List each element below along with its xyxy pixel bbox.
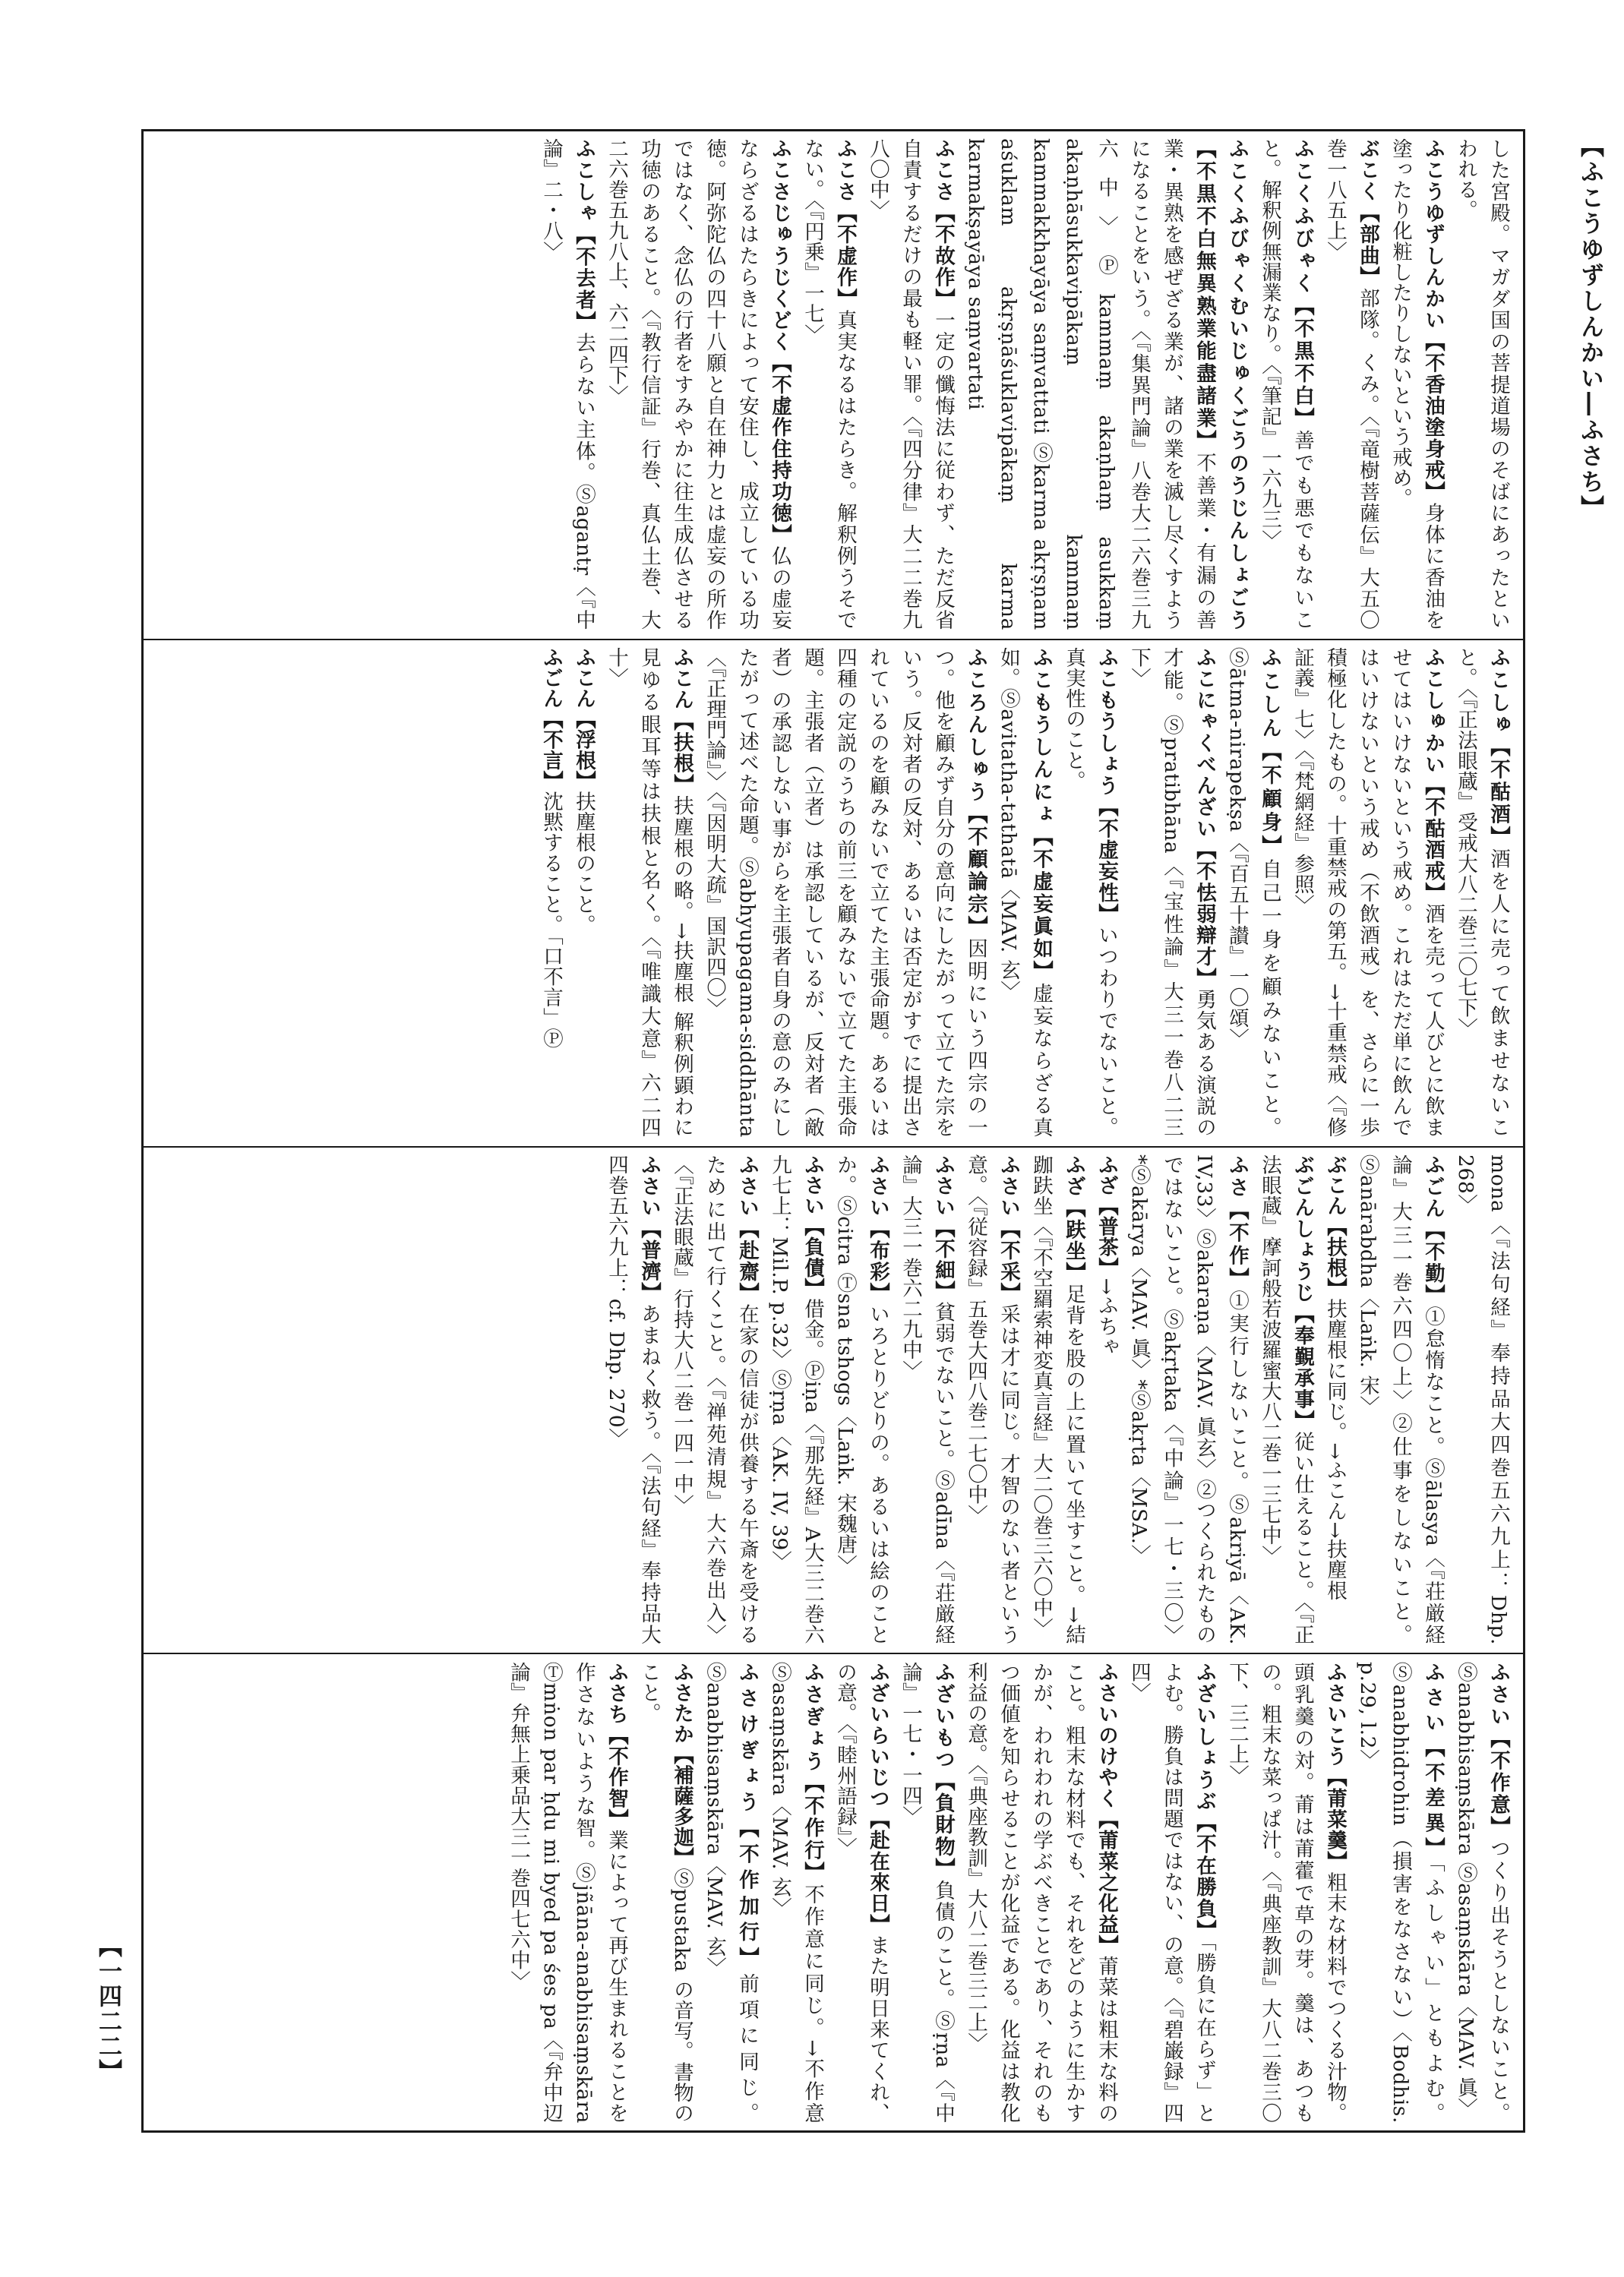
entry-definition: 自己一身を顧みないこと。Ⓢātma-nirapekṣa〈『百五十讃』一〇頌〉 — [1225, 647, 1281, 1138]
entry-headword: ふさいこう【莆菜羹】 — [1323, 1662, 1347, 1872]
entry-definition: 一定の懺悔法に従わず、ただ反省自責するだけの最も軽い罪。〈『四分律』大二二巻九八〇中〉 — [866, 138, 955, 630]
entry-definition: また明日来てくれ、の意。〈『睦州語録』〉 — [833, 1662, 889, 2124]
entry-definition: 善でも悪でもないこと。解釈例無漏業なり。〈『筆記』一六九三〉 — [1258, 138, 1314, 630]
entry-definition: 部隊。くみ。〈『竜樹菩薩伝』大五〇巻一八五上〉 — [1323, 138, 1379, 630]
dictionary-entry — [899, 1662, 955, 2124]
dictionary-entry — [1323, 138, 1379, 630]
entry-definition: mona〈『法句経』奉持品大四巻五六九上：Dhp. 268〉 — [1454, 1154, 1510, 1645]
tier-1 — [152, 138, 1515, 630]
dictionary-entry — [964, 1662, 1118, 2124]
entry-headword: ぶごんしょうじ【奉覲承事】 — [1291, 1154, 1314, 1432]
entry-headword: ふさい【不細】 — [931, 1154, 955, 1303]
entry-headword: ふさい【不差異】 — [1421, 1662, 1445, 1863]
entry-headword: ふこしゅ【不酤酒】 — [1487, 647, 1510, 849]
entry-headword: ふこもうしんにょ【不虚妄眞如】 — [1029, 647, 1053, 984]
dictionary-entry — [1225, 647, 1281, 1138]
entry-definition: 業によって再び生まれることを作さないような智。Ⓢjñāna-anabhisaṃskāra Ⓣmṅon par ḥdu mi byed pa śes pa〈『弁中辺論』弁無上乗品大三一巻四七六中〉 — [507, 1662, 628, 2124]
dictionary-entry — [768, 1154, 824, 1645]
entry-definition: 酒を人に売って飲ませないこと。〈『正法眼蔵』受戒大八二巻三〇七下〉 — [1454, 647, 1510, 1138]
entry-definition: 従い仕えること。〈『正法眼蔵』摩訶般若波羅蜜大八二巻一三七中〉 — [1258, 1154, 1314, 1645]
entry-definition: ①実行しないこと。Ⓢakriyā〈AK. IV,33〉Ⓢakaraṇa〈MAV. 眞玄〉②つくられたものではないこと。Ⓢakṛtaka〈『中論』一七・三〇〉*Ⓢakārya〈MAV. 眞〉*Ⓢakṛta〈MSA.〉 — [1127, 1154, 1249, 1645]
running-head: 【ふこうゆずしんかい―ふさち】 — [1576, 134, 1603, 521]
entry-definition: 因明にいう四宗の一つ。他を顧みず自分の意向にしたがって立てた宗をいう。反対者の反対、あるいは否定がすでに提出されているのを顧みないで立てた主張命題。あるいは四種の定説のうちの前三を顧みないで立てた主張命題。主張者（立者）は承認しているが、反対者（敵者）の承認しない事がらを主張者自身の意のみにしたがって述べた命題。Ⓢabhyupagama-siddhānta〈『正理門論』〉〈『因明大疏』国訳四〇〉 — [703, 647, 987, 1138]
entry-headword: ふさ【不作】 — [1225, 1154, 1249, 1290]
entry-headword: ふこしゃ【不去者】 — [572, 138, 596, 333]
dictionary-entry — [1225, 1662, 1347, 2124]
entry-headword: ふこにゃくべんざい【不怯弱辯才】 — [1193, 647, 1216, 990]
entry-headword: ふさい【負債】 — [801, 1154, 824, 1299]
entry-definition: 勇気ある演説の才能。Ⓢpratibhāna〈『宝性論』大三一巻八二三下〉 — [1127, 647, 1216, 1138]
dictionary-entry — [1454, 1154, 1510, 1645]
entry-definition: 不善業・有漏の善業・異熟を感ぜざる業が、諸の業を滅し尽くすようになることをいう。〈『集異門論』八巻大二六巻三九六中〉Ⓟkammaṃ akaṇhaṃ asukkaṃ akaṇhāsukkavipākaṃ kammaṃ kammakkhayāya saṃvattati Ⓢkarma akṛṣṇam aśuklam akṛṣṇāśuklavipākaṃ karma karmakṣayāya saṃvartati — [964, 138, 1216, 630]
entry-headword: ふざいもつ【負財物】 — [931, 1662, 955, 1880]
entry-definition: 在家の信徒が供養する午斎を受けるために出て行くこと。〈『禅苑清規』大六巻出入〉〈『正法眼蔵』行持大八二巻一四一中〉 — [670, 1154, 759, 1645]
entry-headword: ふごん【不勤】 — [1421, 1154, 1445, 1306]
dictionary-entry — [637, 1662, 694, 2124]
entry-headword: ふさぎょう【不作行】 — [801, 1662, 824, 1884]
entry-definition: 足背を股の上に置いて坐すこと。→結跏趺坐〈『不空羂索神変真言経』大二〇巻三六〇中〉 — [1029, 1154, 1085, 1645]
entry-headword: ふさいのけやく【莆菜之化益】 — [1095, 1662, 1118, 1956]
entry-headword: ふごん【不言】 — [539, 647, 563, 791]
entry-definition: 虚妄ならざる真如。Ⓢavitatha-tathatā〈MAV. 玄〉 — [997, 647, 1053, 1138]
entry-headword: ふこさ【不虚作】 — [833, 138, 857, 310]
tier-divider — [141, 639, 1525, 640]
entry-definition: 酒を売って人びとに飲ませてはいけないという戒め。これはただ単に飲んではいけないという戒め（不飲酒戒）を、さらに一歩積極化したもの。十重禁戒の第五。→十重禁戒〈『修証義』七〉〈『梵網経』参照〉 — [1291, 647, 1445, 1138]
dictionary-entry — [833, 1662, 889, 2124]
dictionary-entry — [507, 1662, 628, 2124]
dictionary-entry — [1258, 1154, 1314, 1645]
dictionary-entry — [1454, 138, 1510, 630]
entry-headword: ぶこん【扶根】 — [1323, 1154, 1347, 1299]
dictionary-entry — [1356, 1662, 1445, 2124]
entry-definition: 扶塵根に同じ。→ふこん→扶塵根 — [1323, 1298, 1347, 1601]
entry-definition: 莆菜は粗末な料のこと。粗末な材料でも、それをどのように生かすかが、われわれの学ぶべきことであり、それのもつ価値を知らせることが化益である。化益は教化利益の意。〈『典座教訓』大八二巻三二上〉 — [964, 1662, 1118, 2124]
dictionary-entry — [539, 138, 596, 630]
dictionary-entry — [605, 647, 694, 1138]
entry-headword: ふこしゅかい【不酤酒戒】 — [1421, 647, 1445, 904]
dictionary-entry — [964, 138, 1249, 630]
tier-divider — [141, 1653, 1525, 1654]
dictionary-entry — [899, 1154, 955, 1645]
entry-headword: ふこしん【不顧身】 — [1258, 647, 1281, 859]
dictionary-entry — [833, 1154, 889, 1645]
dictionary-entry — [964, 1154, 1020, 1645]
entry-definition: 前項に同じ。Ⓢanabhisaṃskāra〈MAV. 玄〉 — [703, 1662, 759, 2124]
entry-headword: ふざいしょうぶ【不在勝負】 — [1193, 1662, 1216, 1941]
page-number: 【一四二二】 — [94, 1934, 122, 2084]
dictionary-entry — [1127, 1154, 1249, 1645]
dictionary-entry — [539, 647, 563, 1049]
entry-headword: ふさい【赴齋】 — [735, 1154, 759, 1304]
entry-headword: ふざいらいじつ【赴在來日】 — [866, 1662, 889, 1935]
entry-headword: ふざ【趺坐】 — [1062, 1154, 1085, 1284]
dictionary-entry — [997, 647, 1053, 1138]
entry-headword: ふざ【普茶】 — [1095, 1154, 1118, 1278]
entry-headword: ふさち【不作智】 — [605, 1662, 628, 1830]
entry-definition: 借金。Ⓟiṇa〈『那先経』A大三二巻六九七上：Mil.P. p.32〉Ⓢṛṇa〈AK. IV, 39〉 — [768, 1154, 824, 1645]
entry-headword: ふこさじゅうじくどく【不虚作住持功徳】 — [768, 138, 791, 546]
entry-definition: 采は才に同じ。才智のない者という意。〈『従容録』五巻大四八巻二七〇中〉 — [964, 1154, 1020, 1645]
entry-definition: 沈黙すること。「口不言」Ⓟ — [539, 791, 563, 1049]
dictionary-entry — [670, 1154, 759, 1645]
entry-definition: 負債のこと。Ⓢṛṇa〈『中論』一七・一四〉 — [899, 1662, 955, 2124]
entry-definition: 不作意に同じ。→不作意 Ⓢasaṃskāra〈MAV. 玄〉 — [768, 1662, 824, 2124]
entry-headword: ふこうゆずしんかい【不香油塗身戒】 — [1421, 138, 1445, 503]
dictionary-entry — [1127, 647, 1216, 1138]
entry-definition: いつわりでないこと。真実性のこと。 — [1062, 647, 1118, 1138]
entry-definition: ①怠惰なこと。Ⓢālasya〈『荘厳経論』大三一巻六四〇上〉②仕事をしないこと。Ⓢanārabdha〈Laṅk. 宋〉 — [1356, 1154, 1445, 1645]
entry-definition: 仏の虚妄ならざるはたらきによって安住し、成立している功徳。阿弥陀仏の四十八願と自在神力とは虚妄の所作ではなく、念仏の行者をすみやかに往生成仏させる功徳のあること。〈『教行信証』行巻、真仏土巻、大二六巻五九八上、六二四下〉 — [605, 138, 791, 630]
entry-definition: あまねく救う。〈『法句経』奉持品大四巻五六九上：cf. Dhp. 270〉 — [605, 1154, 661, 1645]
entry-headword: ふさい【普濟】 — [637, 1154, 661, 1304]
entry-definition: 扶塵根のこと。 — [572, 791, 596, 936]
dictionary-entry — [1127, 1662, 1216, 2124]
dictionary-entry — [1323, 1154, 1347, 1601]
entry-headword: ふさけぎょう【不作加行】 — [735, 1662, 759, 1974]
entry-definition: 扶塵根の略。→扶塵根 解釈例顕わに見ゆる眼耳等は扶根と名く。〈『唯識大意』六二四十〉 — [605, 647, 694, 1138]
dictionary-entry — [605, 138, 791, 630]
entry-headword: ふこくふびゃく【不黒不白】 — [1291, 138, 1314, 431]
entry-definition: した宮殿。マガダ国の菩提道場のそばにあったといわれる。 — [1454, 138, 1510, 630]
dictionary-entry — [703, 647, 987, 1138]
tier-4 — [152, 1662, 1515, 2124]
entry-headword: ふこくふびゃくむいじゅくごうのうじんしょごう【不黒不白無異熟業能盡諸業】 — [1193, 138, 1249, 630]
dictionary-entry — [703, 1662, 759, 2124]
entry-headword: ふこん【扶根】 — [670, 647, 694, 796]
entry-definition: 「勝負に在らず」とよむ。勝負は問題ではない、の意。〈『碧巌録』四四〉 — [1127, 1662, 1216, 2124]
entry-headword: ふこもうしょう【不虚妄性】 — [1095, 647, 1118, 925]
entry-definition: Ⓢpustaka の音写。書物のこと。 — [637, 1662, 694, 2124]
entry-headword: ふころんしゅう【不顧論宗】 — [964, 647, 987, 939]
dictionary-entry — [1454, 1662, 1510, 2124]
entry-definition: 身体に香油を塗ったり化粧したりしないという戒め。 — [1389, 138, 1445, 630]
dictionary-entry — [605, 1154, 661, 1645]
dictionary-entry — [866, 138, 955, 630]
tier-3 — [152, 1154, 1515, 1645]
entry-headword: ぶこく【部曲】 — [1356, 138, 1379, 289]
entry-headword: ふさたか【補薩多迦】 — [670, 1662, 694, 1868]
dictionary-entry — [801, 138, 857, 630]
entry-headword: ふこん【浮根】 — [572, 647, 596, 791]
dictionary-entry — [1454, 647, 1510, 1138]
entry-headword: ふさい【不作意】 — [1487, 1662, 1510, 1839]
tier-2 — [152, 647, 1515, 1138]
dictionary-entry — [1062, 647, 1118, 1138]
dictionary-entry — [1258, 138, 1314, 630]
dictionary-entry — [1095, 1154, 1118, 1357]
dictionary-entry — [768, 1662, 824, 2124]
dictionary-entry — [572, 647, 596, 935]
entry-headword: ふさい【布彩】 — [866, 1154, 889, 1304]
entry-definition: →ふちゃ — [1095, 1277, 1118, 1357]
entry-definition: 「ふしゃい」ともよむ。Ⓢanabhidrohin（損害をなさない）〈Bodhis. p.29, l.2〉 — [1356, 1662, 1445, 2124]
entry-definition: つくり出そうとしないこと。Ⓢanabhisaṃskāra Ⓢasaṃskāra〈MAV. 眞〉 — [1454, 1662, 1510, 2124]
entry-definition: 去らない主体。Ⓢagantṛ〈『中論』二・八〉 — [539, 138, 596, 630]
entry-definition: 貧弱でないこと。Ⓢadīna〈『荘厳経論』大三一巻六二九中〉 — [899, 1154, 955, 1645]
dictionary-entry — [1029, 1154, 1085, 1645]
tier-divider — [141, 1146, 1525, 1148]
entry-definition: いろとりどりの。あるいは絵のことか。Ⓢcitra Ⓣsna tshogs〈Laṅk. 宋魏唐〉 — [833, 1154, 889, 1645]
entry-headword: ふこさ【不故作】 — [931, 138, 955, 310]
dictionary-entry — [1291, 647, 1445, 1138]
dictionary-entry — [1389, 138, 1445, 630]
entry-definition: 粗末な材料でつくる汁物。頭乳羹の対。莆は莆藿で草の芽。羹は、あつもの。粗末な菜っぱ汁。〈『典座教訓』大八二巻三〇下、三二上〉 — [1225, 1662, 1347, 2124]
entry-headword: ふさい【不采】 — [997, 1154, 1020, 1304]
dictionary-entry — [1356, 1154, 1445, 1645]
entry-definition: 真実なるはたらき。解釈例うそでない。〈『円乗』一七〉 — [801, 138, 857, 630]
